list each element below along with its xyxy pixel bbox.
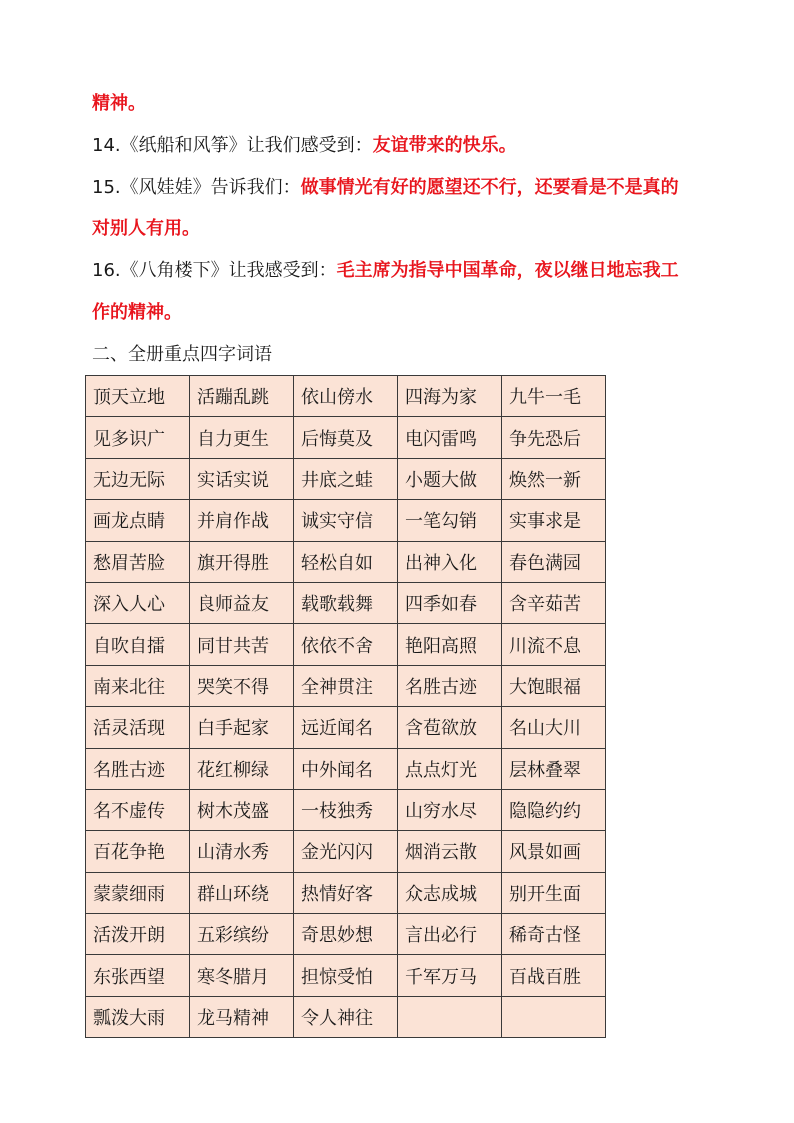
idiom-cell: 名胜古迹: [86, 748, 190, 789]
idiom-cell: 四季如春: [398, 582, 502, 623]
idiom-cell: 实话实说: [190, 458, 294, 499]
idiom-cell: 井底之蛙: [294, 458, 398, 499]
idiom-cell: 并肩作战: [190, 500, 294, 541]
idiom-cell: 含苞欲放: [398, 707, 502, 748]
line-prefix: 16.《八角楼下》让我感受到：: [92, 260, 337, 281]
idiom-cell: 活蹦乱跳: [190, 376, 294, 417]
idiom-cell: 金光闪闪: [294, 831, 398, 872]
idiom-row: [86, 789, 606, 830]
idiom-cell: 烟消云散: [398, 831, 502, 872]
idiom-row: [86, 624, 606, 665]
idiom-cell: 别开生面: [502, 872, 606, 913]
idiom-cell: 活泼开朗: [86, 914, 190, 955]
idiom-cell: 名山大川: [502, 707, 606, 748]
idiom-row: [86, 996, 606, 1037]
idiom-row: [86, 748, 606, 789]
idiom-cell: 自力更生: [190, 417, 294, 458]
text-line-16: [92, 259, 679, 283]
idiom-cell: [502, 996, 606, 1037]
line-prefix: 14.《纸船和风筝》让我们感受到：: [92, 135, 373, 156]
idiom-cell: 见多识广: [86, 417, 190, 458]
line-emphasis: 毛主席为指导中国革命，夜以继日地忘我工: [336, 260, 679, 281]
idiom-cell: 远近闻名: [294, 707, 398, 748]
idiom-cell: 同甘共苦: [190, 624, 294, 665]
idiom-cell: 轻松自如: [294, 541, 398, 582]
idiom-cell: 载歌载舞: [294, 582, 398, 623]
idiom-row: [86, 872, 606, 913]
idiom-cell: 一笔勾销: [398, 500, 502, 541]
idiom-cell: 四海为家: [398, 376, 502, 417]
idiom-cell: 瓢泼大雨: [86, 996, 190, 1037]
idiom-cell: 奇思妙想: [294, 914, 398, 955]
idiom-cell: 哭笑不得: [190, 665, 294, 706]
idiom-cell: 风景如画: [502, 831, 606, 872]
idiom-cell: 一枝独秀: [294, 789, 398, 830]
idiom-cell: 活灵活现: [86, 707, 190, 748]
idiom-cell: 白手起家: [190, 707, 294, 748]
idiom-cell: 众志成城: [398, 872, 502, 913]
idiom-cell: 焕然一新: [502, 458, 606, 499]
line-emphasis: 做事情光有好的愿望还不行，还要看是不是真的: [300, 177, 679, 198]
idiom-cell: 自吹自擂: [86, 624, 190, 665]
idiom-cell: 含辛茹苦: [502, 582, 606, 623]
idiom-cell: 实事求是: [502, 500, 606, 541]
idiom-row: [86, 582, 606, 623]
idiom-cell: 电闪雷鸣: [398, 417, 502, 458]
idiom-cell: 群山环绕: [190, 872, 294, 913]
idiom-cell: 后悔莫及: [294, 417, 398, 458]
idiom-cell: 小题大做: [398, 458, 502, 499]
idiom-row: [86, 831, 606, 872]
idiom-row: [86, 914, 606, 955]
text-line-15-cont: [92, 217, 200, 241]
line-emphasis: 友谊带来的快乐。: [372, 135, 517, 156]
idiom-cell: 五彩缤纷: [190, 914, 294, 955]
idiom-table: [85, 375, 606, 1038]
idiom-cell: 南来北往: [86, 665, 190, 706]
idiom-cell: 花红柳绿: [190, 748, 294, 789]
text-line-16-cont: [92, 301, 182, 325]
idiom-cell: 争先恐后: [502, 417, 606, 458]
idiom-cell: 愁眉苦脸: [86, 541, 190, 582]
idiom-cell: 无边无际: [86, 458, 190, 499]
idiom-cell: 千军万马: [398, 955, 502, 996]
idiom-cell: 中外闻名: [294, 748, 398, 789]
idiom-cell: 顶天立地: [86, 376, 190, 417]
idiom-row: [86, 458, 606, 499]
text-line-1: [92, 92, 146, 116]
idiom-cell: 百战百胜: [502, 955, 606, 996]
idiom-cell: 名胜古迹: [398, 665, 502, 706]
idiom-cell: 蒙蒙细雨: [86, 872, 190, 913]
idiom-cell: 依山傍水: [294, 376, 398, 417]
idiom-cell: 画龙点睛: [86, 500, 190, 541]
idiom-row: [86, 707, 606, 748]
idiom-row: [86, 955, 606, 996]
idiom-cell: 东张西望: [86, 955, 190, 996]
idiom-cell: 春色满园: [502, 541, 606, 582]
idiom-cell: 百花争艳: [86, 831, 190, 872]
text-line-14: [92, 134, 517, 158]
idiom-cell: 山清水秀: [190, 831, 294, 872]
idiom-table-body: [86, 376, 606, 1038]
idiom-cell: 点点灯光: [398, 748, 502, 789]
idiom-cell: 全神贯注: [294, 665, 398, 706]
idiom-cell: 名不虚传: [86, 789, 190, 830]
line-prefix: 15.《风娃娃》告诉我们：: [92, 177, 301, 198]
idiom-cell: 稀奇古怪: [502, 914, 606, 955]
idiom-row: [86, 541, 606, 582]
idiom-cell: 出神入化: [398, 541, 502, 582]
idiom-cell: 寒冬腊月: [190, 955, 294, 996]
text-line-15: [92, 176, 679, 200]
idiom-cell: 龙马精神: [190, 996, 294, 1037]
idiom-cell: 担惊受怕: [294, 955, 398, 996]
idiom-cell: 隐隐约约: [502, 789, 606, 830]
idiom-cell: 大饱眼福: [502, 665, 606, 706]
line-emphasis: 对别人有用。: [92, 218, 200, 239]
idiom-row: [86, 376, 606, 417]
section-heading: 二、全册重点四字词语: [92, 344, 272, 365]
idiom-cell: 热情好客: [294, 872, 398, 913]
idiom-cell: 诚实守信: [294, 500, 398, 541]
line-emphasis: 作的精神。: [92, 302, 182, 323]
idiom-cell: 旗开得胜: [190, 541, 294, 582]
idiom-row: [86, 665, 606, 706]
idiom-cell: 依依不舍: [294, 624, 398, 665]
idiom-cell: 层林叠翠: [502, 748, 606, 789]
idiom-row: [86, 500, 606, 541]
idiom-row: [86, 417, 606, 458]
idiom-cell: 良师益友: [190, 582, 294, 623]
idiom-cell: 川流不息: [502, 624, 606, 665]
idiom-cell: 九牛一毛: [502, 376, 606, 417]
idiom-cell: 树木茂盛: [190, 789, 294, 830]
idiom-cell: 令人神往: [294, 996, 398, 1037]
idiom-cell: 深入人心: [86, 582, 190, 623]
line-emphasis: 精神。: [92, 93, 146, 114]
idiom-cell: 山穷水尽: [398, 789, 502, 830]
idiom-cell: [398, 996, 502, 1037]
idiom-cell: 言出必行: [398, 914, 502, 955]
idiom-cell: 艳阳高照: [398, 624, 502, 665]
